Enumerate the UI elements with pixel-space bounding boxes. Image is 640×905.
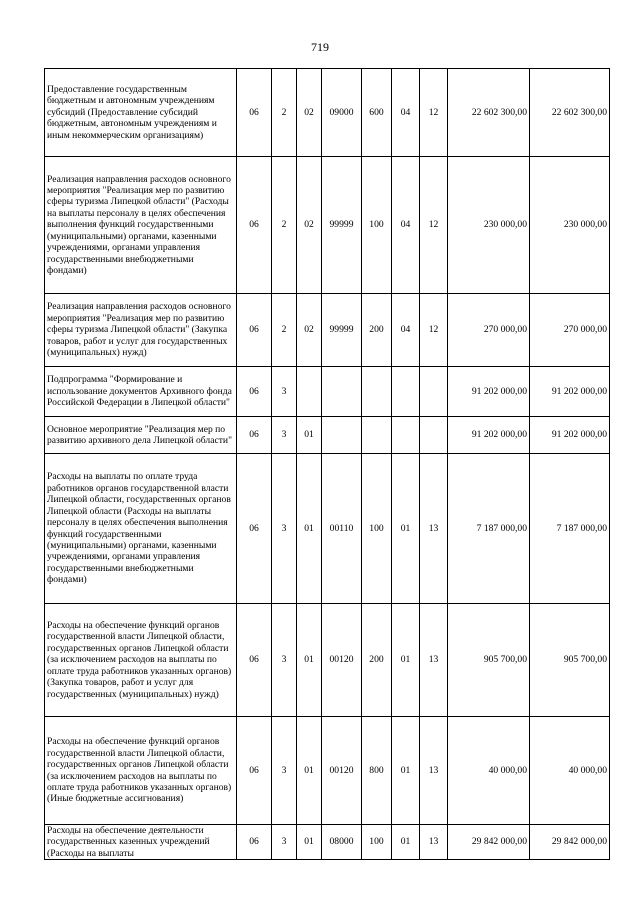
cell-podrazdel: 12 [420, 69, 448, 157]
cell-subprogram: 3 [272, 454, 297, 604]
cell-amount-2: 29 842 000,00 [530, 825, 610, 860]
cell-razdel: 01 [392, 825, 420, 860]
cell-amount-1: 29 842 000,00 [448, 825, 530, 860]
cell-podrazdel [420, 417, 448, 454]
cell-description: Подпрограмма "Формирование и использование документов Архивного фонда Российской Федерации в Липецкой области" [45, 367, 237, 417]
cell-razdel: 04 [392, 157, 420, 294]
cell-main-activity [297, 367, 322, 417]
cell-subprogram: 2 [272, 294, 297, 367]
cell-direction: 00110 [322, 454, 362, 604]
cell-podrazdel: 12 [420, 157, 448, 294]
cell-amount-1: 22 602 300,00 [448, 69, 530, 157]
cell-main-activity: 01 [297, 604, 322, 717]
cell-amount-2: 91 202 000,00 [530, 367, 610, 417]
cell-razdel: 01 [392, 454, 420, 604]
cell-description: Расходы на выплаты по оплате труда работников органов государственной власти Липецкой области, государственных органов Липецкой области (Расходы на выплаты персоналу в целях обеспечения выполнения функций государственными (муниципальными) органами, казенными учреждениями, органами управления государственными внебюджетными фондами) [45, 454, 237, 604]
cell-amount-1: 91 202 000,00 [448, 367, 530, 417]
cell-section: 06 [237, 294, 272, 367]
cell-podrazdel: 13 [420, 604, 448, 717]
cell-section: 06 [237, 454, 272, 604]
cell-amount-2: 230 000,00 [530, 157, 610, 294]
cell-amount-2: 270 000,00 [530, 294, 610, 367]
table-row [45, 69, 610, 157]
cell-direction [322, 367, 362, 417]
cell-direction: 99999 [322, 157, 362, 294]
cell-expense-type: 600 [362, 69, 392, 157]
cell-razdel [392, 417, 420, 454]
cell-amount-2: 91 202 000,00 [530, 417, 610, 454]
cell-direction: 00120 [322, 717, 362, 825]
cell-section: 06 [237, 367, 272, 417]
cell-expense-type: 800 [362, 717, 392, 825]
cell-description: Расходы на обеспечение деятельности государственных казенных учреждений (Расходы на выплаты [45, 825, 237, 860]
table-row [45, 604, 610, 717]
cell-subprogram: 3 [272, 604, 297, 717]
cell-section: 06 [237, 825, 272, 860]
cell-subprogram: 3 [272, 825, 297, 860]
cell-expense-type: 100 [362, 825, 392, 860]
table-row [45, 825, 610, 860]
cell-description: Реализация направления расходов основного мероприятия "Реализация мер по развитию сферы туризма Липецкой области" (Закупка товаров, работ и услуг для государственных (муниципальных) нужд) [45, 294, 237, 367]
cell-expense-type [362, 417, 392, 454]
cell-main-activity: 01 [297, 717, 322, 825]
cell-amount-1: 905 700,00 [448, 604, 530, 717]
cell-direction: 09000 [322, 69, 362, 157]
cell-razdel: 01 [392, 717, 420, 825]
cell-expense-type [362, 367, 392, 417]
cell-main-activity: 02 [297, 157, 322, 294]
budget-table [44, 68, 610, 860]
cell-razdel: 04 [392, 294, 420, 367]
cell-amount-1: 7 187 000,00 [448, 454, 530, 604]
cell-description: Расходы на обеспечение функций органов государственной власти Липецкой области, государственных органов Липецкой области (за исключением расходов на выплаты по оплате труда работников указанных органов) (Закупка товаров, работ и услуг для государственных (муниципальных) нужд) [45, 604, 237, 717]
cell-podrazdel: 13 [420, 454, 448, 604]
page-number: 719 [311, 40, 329, 54]
cell-direction: 99999 [322, 294, 362, 367]
cell-expense-type: 200 [362, 294, 392, 367]
cell-section: 06 [237, 717, 272, 825]
cell-expense-type: 100 [362, 454, 392, 604]
cell-description: Основное мероприятие "Реализация мер по развитию архивного дела Липецкой области" [45, 417, 237, 454]
cell-podrazdel: 13 [420, 717, 448, 825]
cell-section: 06 [237, 69, 272, 157]
page-margin [0, 858, 640, 905]
cell-amount-1: 91 202 000,00 [448, 417, 530, 454]
cell-subprogram: 2 [272, 69, 297, 157]
cell-subprogram: 2 [272, 157, 297, 294]
table-row [45, 294, 610, 367]
cell-razdel: 01 [392, 604, 420, 717]
cell-amount-2: 40 000,00 [530, 717, 610, 825]
cell-amount-1: 270 000,00 [448, 294, 530, 367]
table-row [45, 367, 610, 417]
cell-subprogram: 3 [272, 717, 297, 825]
cell-subprogram: 3 [272, 417, 297, 454]
cell-section: 06 [237, 604, 272, 717]
cell-direction: 00120 [322, 604, 362, 717]
cell-main-activity: 02 [297, 294, 322, 367]
cell-description: Предоставление государственным бюджетным и автономным учреждениям субсидий (Предоставление субсидий бюджетным, автономным учреждениям и иным некоммерческим организациям) [45, 69, 237, 157]
cell-podrazdel: 12 [420, 294, 448, 367]
cell-direction: 08000 [322, 825, 362, 860]
table-row [45, 157, 610, 294]
cell-section: 06 [237, 157, 272, 294]
cell-main-activity: 02 [297, 69, 322, 157]
cell-main-activity: 01 [297, 825, 322, 860]
cell-amount-2: 7 187 000,00 [530, 454, 610, 604]
cell-podrazdel: 13 [420, 825, 448, 860]
cell-main-activity: 01 [297, 417, 322, 454]
cell-description: Расходы на обеспечение функций органов государственной власти Липецкой области, государственных органов Липецкой области (за исключением расходов на выплаты по оплате труда работников указанных органов) (Иные бюджетные ассигнования) [45, 717, 237, 825]
cell-amount-1: 230 000,00 [448, 157, 530, 294]
cell-amount-1: 40 000,00 [448, 717, 530, 825]
cell-razdel [392, 367, 420, 417]
cell-podrazdel [420, 367, 448, 417]
cell-expense-type: 200 [362, 604, 392, 717]
cell-description: Реализация направления расходов основного мероприятия "Реализация мер по развитию сферы туризма Липецкой области" (Расходы на выплаты персоналу в целях обеспечения выполнения функций государственными (муниципальными) органами, казенными учреждениями, органами управления государственными внебюджетными фондами) [45, 157, 237, 294]
cell-amount-2: 905 700,00 [530, 604, 610, 717]
table-row [45, 454, 610, 604]
table-row [45, 417, 610, 454]
cell-expense-type: 100 [362, 157, 392, 294]
table-row [45, 717, 610, 825]
cell-razdel: 04 [392, 69, 420, 157]
cell-direction [322, 417, 362, 454]
cell-subprogram: 3 [272, 367, 297, 417]
cell-section: 06 [237, 417, 272, 454]
cell-amount-2: 22 602 300,00 [530, 69, 610, 157]
cell-main-activity: 01 [297, 454, 322, 604]
